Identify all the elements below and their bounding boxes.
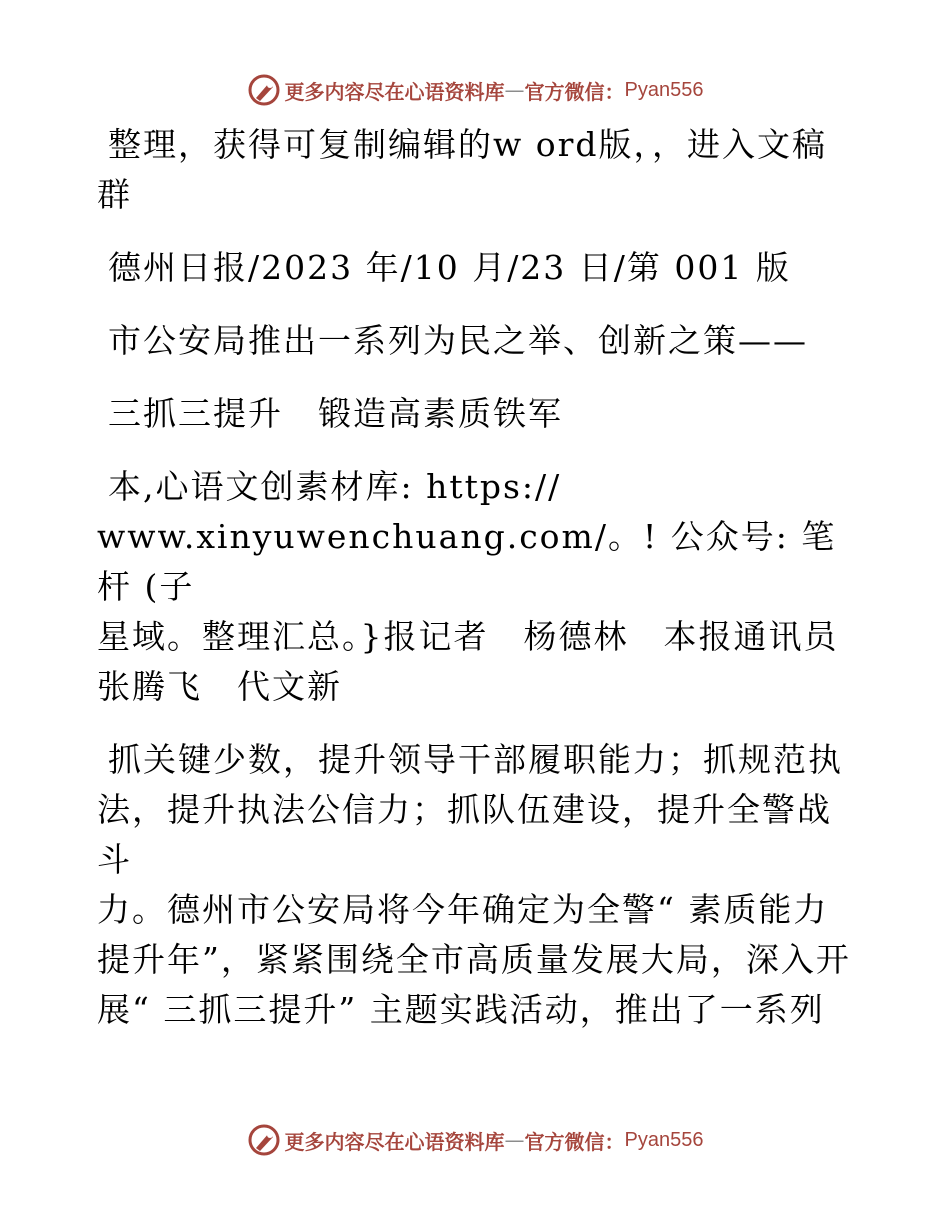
text-line: 抓关键少数，提升领导干部履职能力；抓规范执	[108, 740, 843, 779]
text-line: 群	[97, 175, 132, 214]
text-line: 展“ 三抓三提升” 主题实践活动，推出了一系列	[97, 990, 825, 1029]
text-line: 法，提升执法公信力；抓队伍建设，提升全警战斗	[97, 790, 832, 879]
banner-separator: —	[504, 78, 525, 102]
text-line: 星域。整理汇总。}报记者 杨德林 本报通讯员	[97, 617, 839, 656]
article-subtitle: 市公安局推出一系列为民之举、创新之策——	[108, 321, 808, 360]
banner-wechat-id: Pyan556	[624, 78, 704, 101]
document-body	[97, 120, 857, 1035]
footer-banner	[0, 1120, 950, 1160]
banner-wechat-label: 官方微信：	[524, 1129, 625, 1154]
publication-info: 德州日报/2023 年/10 月/23 日/第 001 版	[108, 248, 791, 287]
text-line: 本,心语文创素材库: https://	[108, 467, 562, 506]
banner-separator: —	[504, 1128, 525, 1152]
text-line: 提升年”，紧紧围绕全市高质量发展大局，深入开	[97, 940, 851, 979]
banner-text: 更多内容尽在心语资料库	[284, 79, 505, 104]
header-banner	[0, 70, 950, 110]
banner-text: 更多内容尽在心语资料库	[284, 1129, 505, 1154]
text-line: www.xinyuwenchuang.com/。! 公众号: 笔杆 (子	[97, 517, 837, 606]
banner-wechat-label: 官方微信：	[524, 79, 625, 104]
text-line: 整理，获得可复制编辑的w ord版，，进入文稿	[108, 125, 828, 164]
text-line: 张腾飞 代文新	[97, 667, 342, 706]
text-line: 力。德州市公安局将今年确定为全警“ 素质能力	[97, 890, 829, 929]
pen-logo-icon	[247, 73, 281, 107]
banner-wechat-id: Pyan556	[624, 1128, 704, 1151]
article-title: 三抓三提升 锻造高素质铁军	[108, 394, 563, 433]
pen-logo-icon	[247, 1123, 281, 1157]
